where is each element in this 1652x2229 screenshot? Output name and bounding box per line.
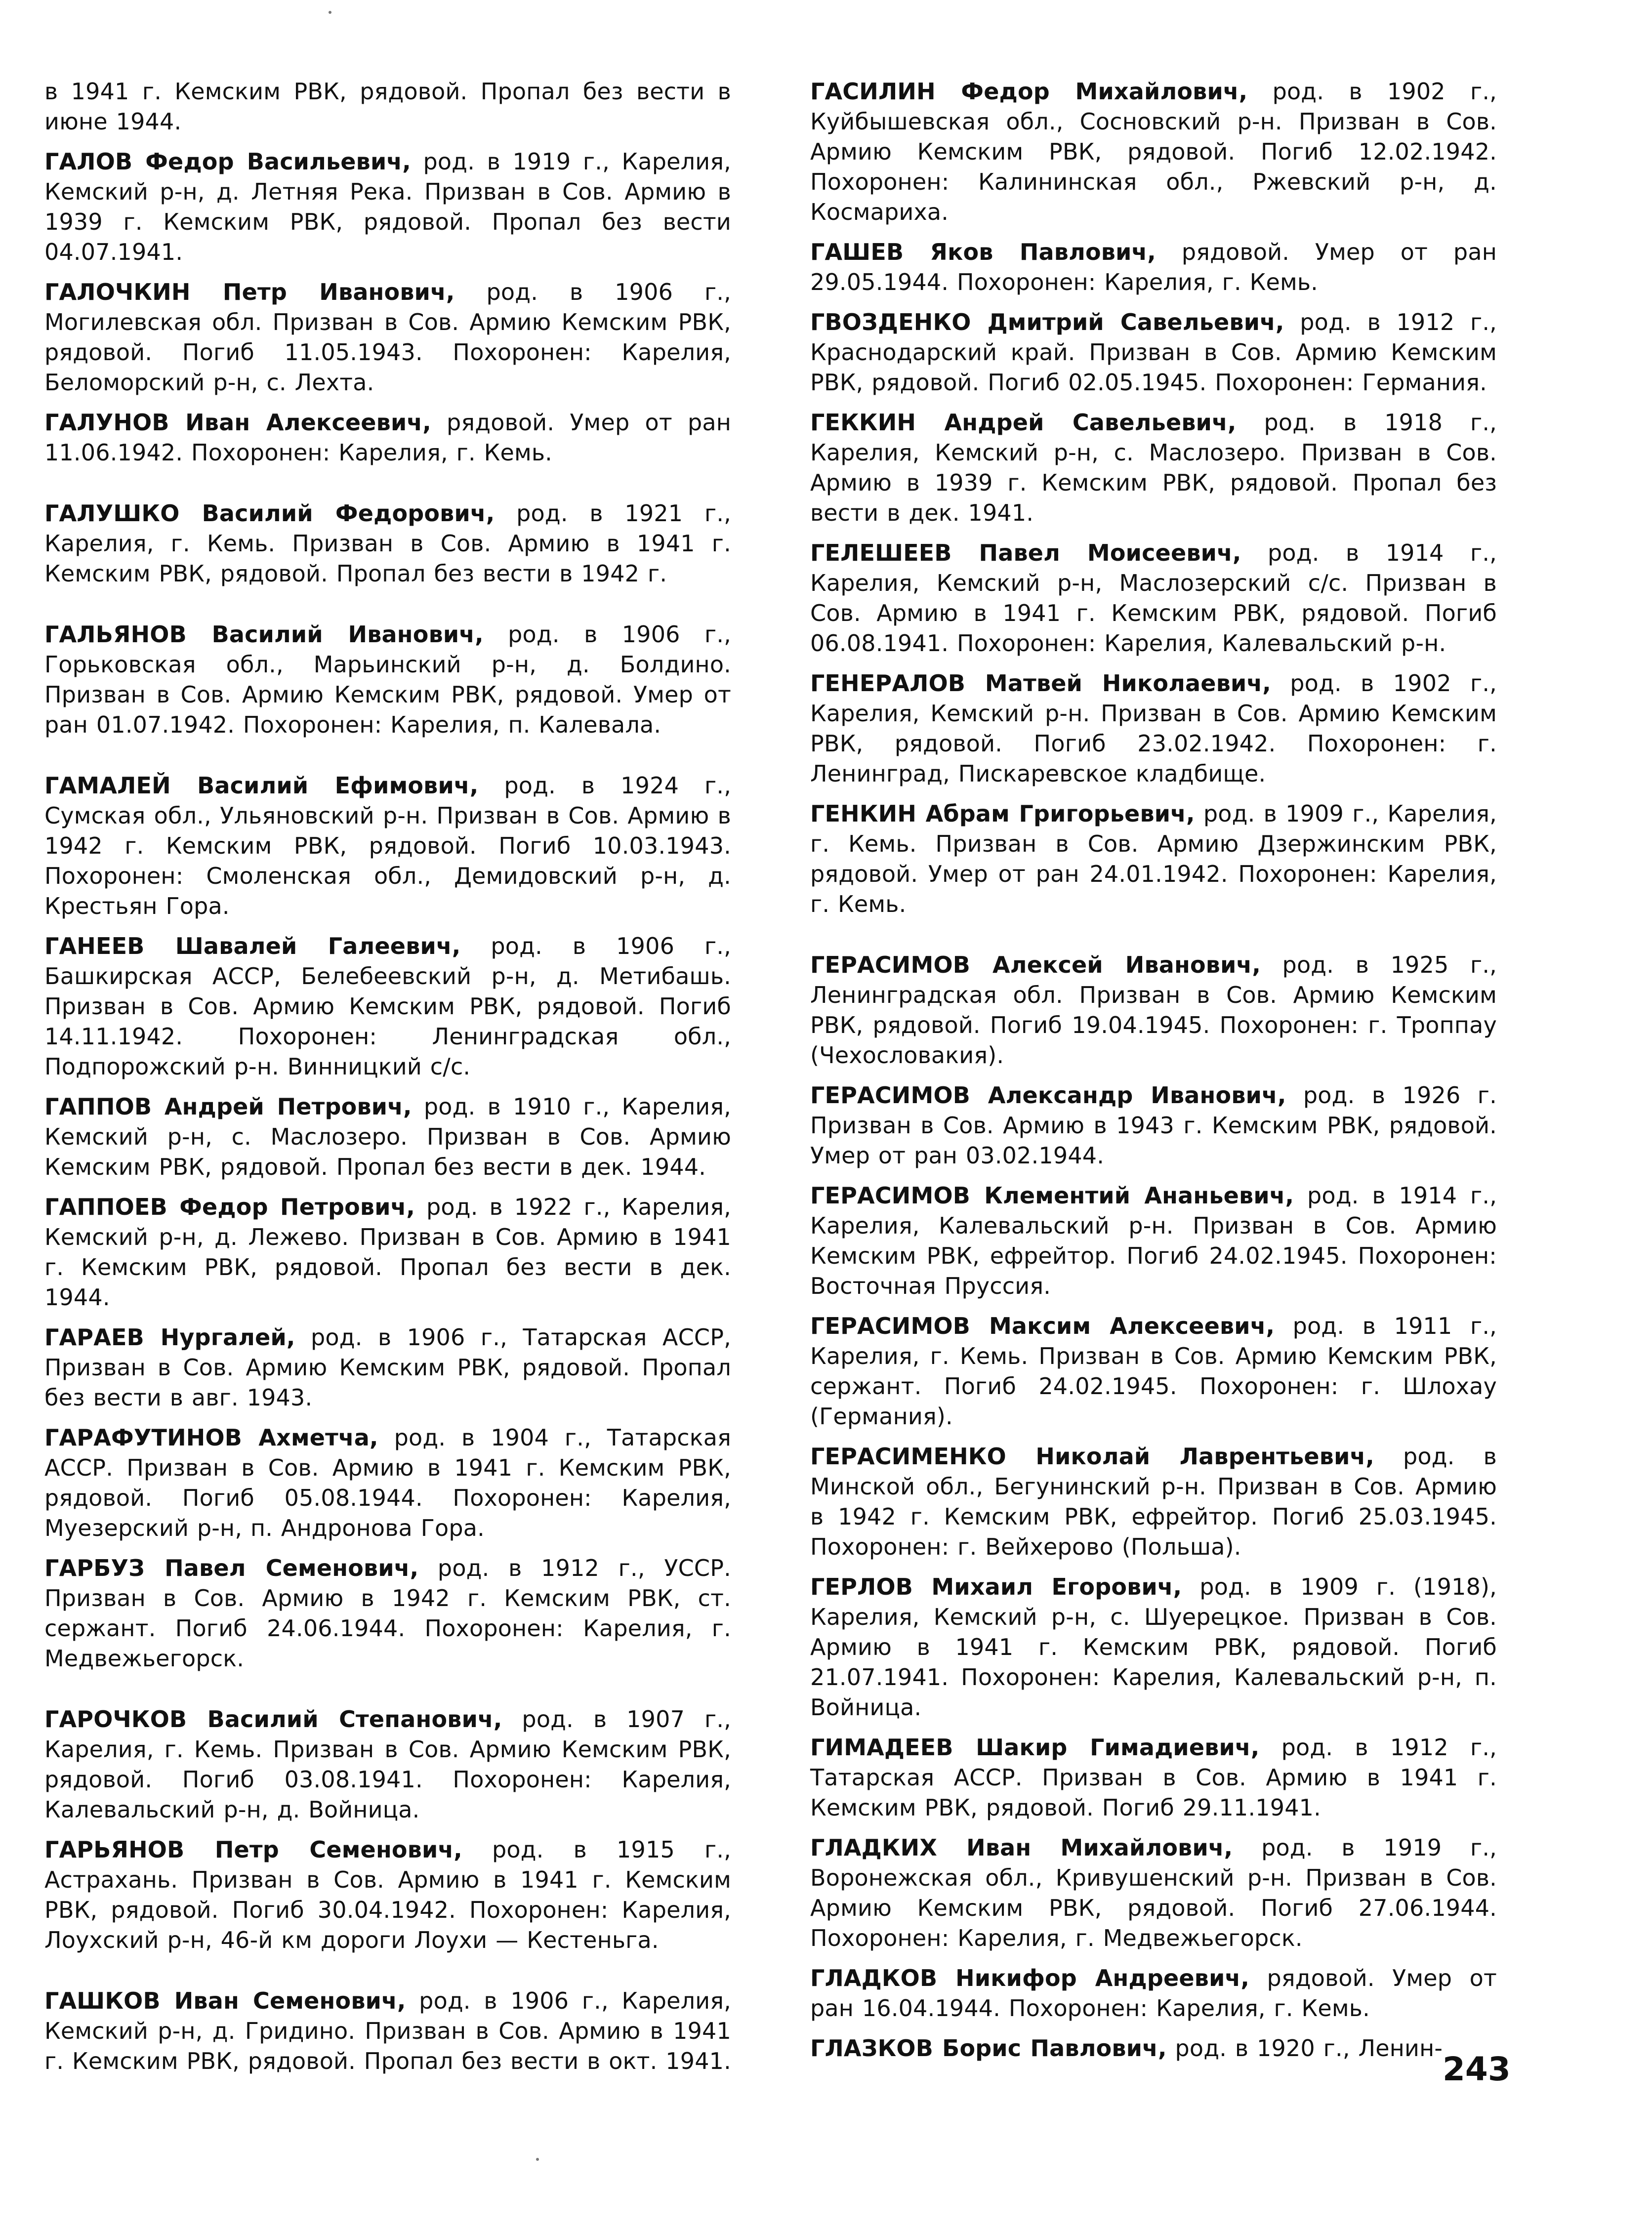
entry-generalov (810, 668, 1497, 789)
entry-garbuz (44, 1553, 731, 1674)
entry-name: ГАЛОВ Федор Васильевич, (44, 148, 411, 175)
entry-text: род. в 1925 г., Ленинградская обл. Призван в Сов. Армию Кемским РВК, рядовой. Погиб 19.04.1945. Похоронен: г. Троппау (Чехословакия). (810, 951, 1497, 1069)
entry-name: ГЕРАСИМОВ Клементий Ананьевич, (810, 1182, 1294, 1209)
entry-text: род. в 1915 г., Астрахань. Призван в Сов. Армию в 1941 г. Кемским РВК, рядовой. Погиб 30.04.1942. Похоронен: Карелия, Лоухский р-н, 46-й км дороги Лоухи — Кестеньга. (44, 1836, 731, 1953)
entry-text: рядовой. Умер от ран 11.06.1942. Похоронен: Карелия, г. Кемь. (44, 409, 732, 466)
entry-name: ГАЛЬЯНОВ Василий Иванович, (44, 621, 484, 648)
entry-name: ГАНЕЕВ Шавалей Галеевич, (44, 933, 461, 959)
entry-galov (44, 147, 731, 267)
page-number: 243 (1443, 2050, 1511, 2088)
entry-text: род. в 1906 г., Могилевская обл. Призван в Сов. Армию Кемским РВК, рядовой. Погиб 11.05.1943. Похоронен: Карелия, Беломорский р-н, с. Лехта. (44, 279, 731, 396)
entry-name: ГЛАЗКОВ Борис Павлович, (810, 2035, 1167, 2062)
entry-text: род. в 1906 г., Карелия, Кемский р-н, д. Гридино. Призван в Сов. Армию в 1941 г. Кемским РВК, рядовой. Пропал без вести в окт. 1941. (44, 1987, 731, 2074)
print-speck (536, 2158, 539, 2161)
entry-name: ГАРЬЯНОВ Петр Семенович, (44, 1836, 462, 1863)
entry-garaev (44, 1322, 731, 1413)
entry-name: ГАШКОВ Иван Семенович, (44, 1987, 406, 2014)
entry-text: рядовой. Умер от ран 16.04.1944. Похоронен: Карелия, г. Кемь. (810, 1965, 1497, 2022)
entry-name: ГЕККИН Андрей Савельевич, (810, 409, 1237, 436)
entry-galushko (44, 498, 731, 589)
entry-name: ГЛАДКИХ Иван Михайлович, (810, 1834, 1233, 1861)
entry-name: ГЕРАСИМОВ Алексей Иванович, (810, 951, 1261, 978)
entry-text: род. в 1904 г., Татарская АССР. Призван в Сов. Армию в 1941 г. Кемским РВК, рядовой. Погиб 05.08.1944. Похоронен: Карелия, Муезерский р-н, п. Андронова Гора. (44, 1424, 731, 1541)
entry-name: ГАМАЛЕЙ Василий Ефимович, (44, 772, 479, 799)
entry-text: род. в 1902 г., Карелия, Кемский р-н. Призван в Сов. Армию Кемским РВК, рядовой. Погиб 23.02.1942. Похоронен: г. Ленинград, Пискаревское кладбище. (810, 670, 1497, 787)
entry-text: род. в 1922 г., Карелия, Кемский р-н, д. Лежево. Призван в Сов. Армию в 1941 г. Кемским РВК, рядовой. Пропал без вести в дек. 1944. (44, 1194, 731, 1311)
entry-name: ГЕНКИН Абрам Григорьевич, (810, 800, 1195, 827)
entry-name: ГВОЗДЕНКО Дмитрий Савельевич, (810, 309, 1284, 335)
entry-name: ГАЛОЧКИН Петр Иванович, (44, 279, 455, 305)
entry-text: род. в 1919 г., Карелия, Кемский р-н, д. Летняя Река. Призван в Сов. Армию в 1939 г. Кемским РВК, рядовой. Пропал без вести 04.07.1941. (44, 148, 731, 265)
entry-name: ГАРОЧКОВ Василий Степанович, (44, 1706, 502, 1733)
entry-gerasimenko (810, 1442, 1497, 1562)
entry-name: ГЛАДКОВ Никифор Андреевич, (810, 1965, 1249, 1991)
entry-text: род. в 1919 г., Воронежская обл., Кривушенский р-н. Призван в Сов. Армию Кемским РВК, рядовой. Погиб 27.06.1944. Похоронен: Карелия, г. Медвежьегорск. (810, 1834, 1497, 1951)
entry-text: род. в 1906 г., Татарская АССР, Призван в Сов. Армию Кемским РВК, рядовой. Пропал без вести в авг. 1943. (44, 1324, 732, 1411)
entry-gekkin (810, 408, 1497, 528)
entry-gasilin (810, 77, 1497, 227)
entry-name: ГЕРАСИМОВ Максим Алексеевич, (810, 1313, 1275, 1339)
entry-gladkikh (810, 1833, 1497, 1953)
print-speck (329, 11, 331, 14)
entry-name: ГАЛУШКО Василий Федорович, (44, 500, 495, 527)
entry-galyanov (44, 619, 731, 740)
entry-name: ГЕРАСИМОВ Александр Иванович, (810, 1082, 1286, 1109)
entry-name: ГЕЛЕШЕЕВ Павел Моисеевич, (810, 539, 1241, 566)
entry-name: ГЕНЕРАЛОВ Матвей Николаевич, (810, 670, 1271, 697)
entry-text: род. в 1909 г., Карелия, г. Кемь. Призван в Сов. Армию Дзержинским РВК, рядовой. Умер от ран 24.01.1942. Похоронен: Карелия, г. Кемь. (810, 800, 1497, 917)
entry-gerasimov-maksim (810, 1311, 1497, 1432)
entry-garochkov (44, 1704, 731, 1825)
entry-gerasimov-klementiy (810, 1181, 1497, 1301)
entry-text: род. в 1912 г., УССР. Призван в Сов. Армию в 1942 г. Кемским РВК, ст. сержант. Погиб 24.06.1944. Похоронен: Карелия, г. Медвежьегорск. (44, 1555, 732, 1672)
entry-text: род. в 1906 г., Башкирская АССР, Белебеевский р-н, д. Метибашь. Призван в Сов. Армию Кемским РВК, рядовой. Погиб 14.11.1942. Похоронен: Ленинградская обл., Подпорожский р-н. Винницкий с/с. (44, 933, 732, 1080)
entry-gerasimov-aleksandr (810, 1080, 1497, 1171)
entry-name: ГАРАФУТИНОВ Ахметча, (44, 1424, 378, 1451)
entry-text: род. в 1914 г., Карелия, Кемский р-н, Маслозерский с/с. Призван в Сов. Армию в 1941 г. Кемским РВК, рядовой. Погиб 06.08.1941. Похоронен: Карелия, Калевальский р-н. (810, 539, 1497, 657)
entry-garyanov (44, 1835, 731, 1955)
entry-text: род. в 1918 г., Карелия, Кемский р-н, с. Маслозеро. Призван в Сов. Армию в 1939 г. Кемским РВК, рядовой. Пропал без вести в дек. 1941. (810, 409, 1497, 526)
entry-text: род. в 1920 г., Ленин- (1166, 2035, 1443, 2062)
entry-gappoev (44, 1192, 731, 1313)
entry-name: ГЕРАСИМЕНКО Николай Лаврентьевич, (810, 1443, 1374, 1470)
entry-text: род. в 1907 г., Карелия, г. Кемь. Призван в Сов. Армию Кемским РВК, рядовой. Погиб 03.08.1941. Похоронен: Карелия, Калевальский р-н, д. Войница. (44, 1706, 731, 1823)
left-column (44, 77, 731, 2086)
entry-name: ГАЛУНОВ Иван Алексеевич, (44, 409, 431, 436)
entry-text: род. в 1914 г., Карелия, Калевальский р-н. Призван в Сов. Армию Кемским РВК, ефрейтор. Погиб 24.02.1945. Похоронен: Восточная Пруссия. (810, 1182, 1497, 1299)
right-column (810, 77, 1497, 2073)
entry-text: род. в 1909 г. (1918), Карелия, Кемский р-н, с. Шуерецкое. Призван в Сов. Армию в 1941 г. Кемским РВК, рядовой. Погиб 21.07.1941. Похоронен: Карелия, Калевальский р-н, п. Войница. (810, 1573, 1497, 1721)
entry-name: ГАРБУЗ Павел Семенович, (44, 1555, 419, 1581)
entry-text: в 1941 г. Кемским РВК, рядовой. Пропал без вести в июне 1944. (44, 78, 731, 135)
entry-text: род. в 1924 г., Сумская обл., Ульяновский р-н. Призван в Сов. Армию в 1942 г. Кемским РВК, рядовой. Погиб 10.03.1943. Похоронен: Смоленская обл., Демидовский р-н, д. Крестьян Гора. (44, 772, 732, 919)
entry-garafutinov (44, 1423, 731, 1543)
entry-gerlov (810, 1572, 1497, 1723)
entry-genkin (810, 799, 1497, 919)
entry-name: ГИМАДЕЕВ Шакир Гимадиевич, (810, 1734, 1260, 1761)
entry-gashev (810, 237, 1497, 297)
entry-gimadeev (810, 1733, 1497, 1823)
entry-gashkov (44, 1986, 731, 2076)
entry-gvozdenko (810, 307, 1497, 398)
entry-galunov (44, 408, 731, 468)
entry-text: род. в 1912 г., Татарская АССР. Призван в Сов. Армию в 1941 г. Кемским РВК, рядовой. Погиб 29.11.1941. (810, 1734, 1497, 1821)
entry-gladkov (810, 1963, 1497, 2023)
entry-gamaley (44, 771, 731, 921)
entry-text: род. в 1912 г., Краснодарский край. Призван в Сов. Армию Кемским РВК, рядовой. Погиб 02.05.1945. Похоронен: Германия. (810, 309, 1497, 396)
entry-gerasimov-aleksey (810, 950, 1497, 1071)
entry-text: род. в 1910 г., Карелия, Кемский р-н, с. Маслозеро. Призван в Сов. Армию Кемским РВК, рядовой. Пропал без вести в дек. 1944. (44, 1093, 731, 1180)
entry-name: ГАШЕВ Яков Павлович, (810, 239, 1156, 265)
entry-text: род. в 1921 г., Карелия, г. Кемь. Призван в Сов. Армию в 1941 г. Кемским РВК, рядовой. Пропал без вести в 1942 г. (44, 500, 731, 587)
entry-name: ГАСИЛИН Федор Михайлович, (810, 78, 1248, 105)
entry-text: род. в 1911 г., Карелия, г. Кемь. Призван в Сов. Армию Кемским РВК, сержант. Погиб 24.02.1945. Похоронен: г. Шлохау (Германия). (810, 1313, 1497, 1430)
entry-name: ГАРАЕВ Нургалей, (44, 1324, 295, 1351)
entry-gappov (44, 1092, 731, 1182)
entry-text: род. в 1926 г. Призван в Сов. Армию в 1943 г. Кемским РВК, рядовой. Умер от ран 03.02.1944. (810, 1082, 1497, 1169)
entry-name: ГЕРЛОВ Михаил Егорович, (810, 1573, 1182, 1600)
entry-name: ГАППОЕВ Федор Петрович, (44, 1194, 415, 1220)
entry-glazkov (810, 2033, 1497, 2064)
entry-ganeev (44, 931, 731, 1082)
entry-name: ГАППОВ Андрей Петрович, (44, 1093, 412, 1120)
entry-continuation (44, 77, 731, 137)
entry-text: род. в Минской обл., Бегунинский р-н. Призван в Сов. Армию в 1942 г. Кемским РВК, ефрейтор. Погиб 25.03.1945. Похоронен: г. Вейхерово (Польша). (810, 1443, 1497, 1560)
entry-galochkin (44, 277, 731, 398)
entry-text: род. в 1902 г., Куйбышевская обл., Сосновский р-н. Призван в Сов. Армию Кемским РВК, рядовой. Погиб 12.02.1942. Похоронен: Калининская обл., Ржевский р-н, д. Космариха. (810, 78, 1497, 225)
entry-text: род. в 1906 г., Горьковская обл., Марьинский р-н, д. Болдино. Призван в Сов. Армию Кемским РВК, рядовой. Умер от ран 01.07.1942. Похоронен: Карелия, п. Калевала. (44, 621, 732, 738)
entry-text: рядовой. Умер от ран 29.05.1944. Похоронен: Карелия, г. Кемь. (810, 239, 1497, 295)
entry-geleshеev (810, 538, 1497, 659)
